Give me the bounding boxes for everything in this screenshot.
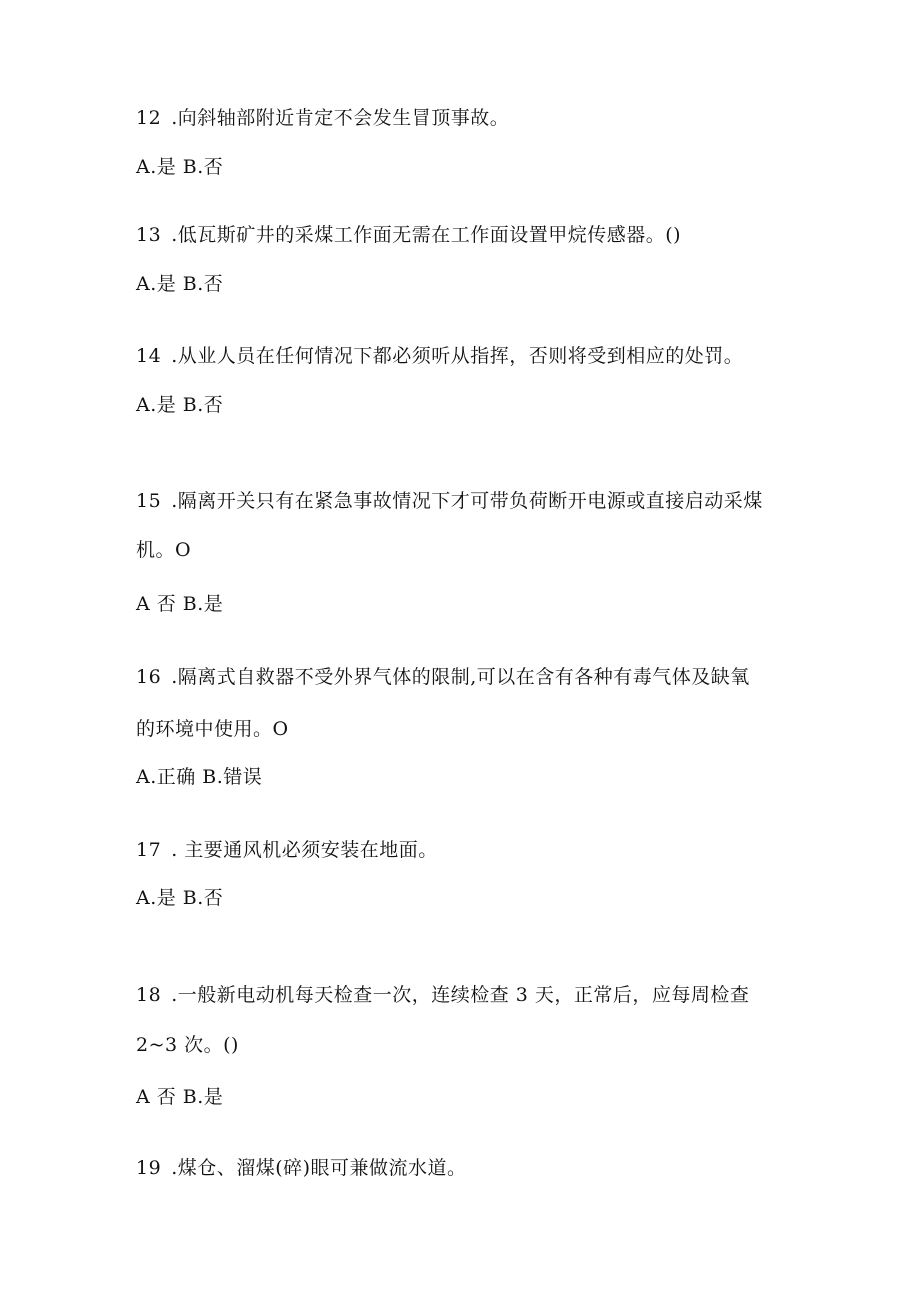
question-13-text (136, 223, 681, 247)
question-12-text (136, 106, 509, 130)
question-number: 17 (136, 839, 162, 861)
question-15-options: A 否 B.是 (136, 593, 224, 615)
question-line: . 主要通风机必须安装在地面。 (171, 839, 438, 861)
question-13-options: A.是 B.否 (136, 273, 224, 295)
question-18-text (136, 983, 749, 1007)
question-18-text-cont: 2~3 次。() (136, 1034, 239, 1056)
question-15-text-cont: 机。O (136, 539, 192, 561)
question-16-text (136, 665, 750, 689)
question-15-text (136, 489, 763, 513)
question-line: .从业人员在任何情况下都必须听从指挥，否则将受到相应的处罚。 (171, 345, 744, 367)
question-number: 14 (136, 345, 162, 367)
question-line: .一般新电动机每天检查一次，连续检查 3 天，正常后，应每周检查 (171, 984, 750, 1006)
question-12-options: A.是 B.否 (136, 156, 224, 178)
question-line: .煤仓、溜煤(碎)眼可兼做流水道。 (171, 1157, 467, 1179)
question-number: 16 (136, 666, 162, 688)
question-line: .向斜轴部附近肯定不会发生冒顶事故。 (171, 107, 510, 129)
question-14-options: A.是 B.否 (136, 394, 224, 416)
question-number: 12 (136, 107, 162, 129)
question-16-text-cont: 的环境中使用。O (136, 718, 289, 740)
question-number: 13 (136, 224, 162, 246)
question-line: .低瓦斯矿井的采煤工作面无需在工作面设置甲烷传感器。() (171, 224, 682, 246)
question-line: .隔离式自救器不受外界气体的限制,可以在含有各种有毒气体及缺氧 (171, 666, 750, 688)
question-17-text (136, 838, 438, 862)
question-number: 18 (136, 984, 162, 1006)
question-number: 19 (136, 1157, 162, 1179)
question-17-options: A.是 B.否 (136, 887, 224, 909)
question-18-options: A 否 B.是 (136, 1086, 224, 1108)
question-16-options: A.正确 B.错误 (136, 766, 263, 788)
question-line: .隔离开关只有在紧急事故情况下才可带负荷断开电源或直接启动采煤 (171, 490, 763, 512)
question-14-text (136, 344, 743, 368)
question-number: 15 (136, 490, 162, 512)
question-19-text (136, 1156, 467, 1180)
